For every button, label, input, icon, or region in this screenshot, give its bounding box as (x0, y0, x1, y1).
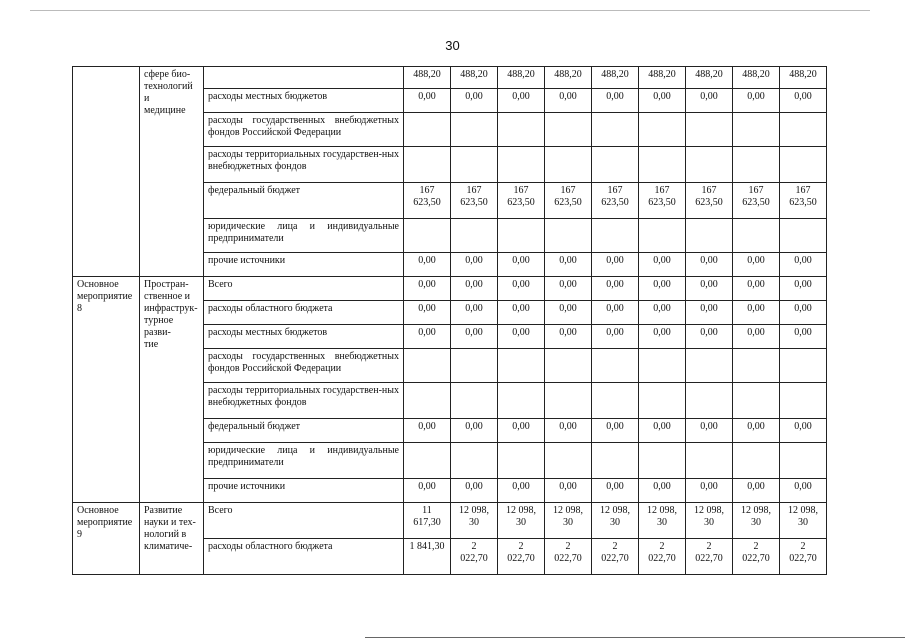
value-cell: 0,00 (686, 479, 733, 503)
funding-source-cell: юридические лица и индивидуальные предприниматели (204, 219, 404, 253)
table-row (73, 277, 827, 301)
value-cell (639, 383, 686, 419)
value-cell: 0,00 (639, 419, 686, 443)
value-cell (733, 147, 780, 183)
value-cell (451, 443, 498, 479)
value-cell (451, 219, 498, 253)
value-cell: 0,00 (545, 419, 592, 443)
funding-source-cell: расходы территориальных государствен-ных внебюджетных фондов (204, 147, 404, 183)
value-cell: 0,00 (733, 89, 780, 113)
value-cell (639, 349, 686, 383)
value-cell: 0,00 (592, 277, 639, 301)
funding-source-cell: расходы местных бюджетов (204, 325, 404, 349)
event-label-cell: Основное мероприятие 8 (73, 277, 140, 503)
value-cell (780, 383, 827, 419)
value-cell (780, 113, 827, 147)
event-description-cell: Простран- ственное и инфраструк- турное разви- тие (140, 277, 204, 503)
value-cell: 12 098, 30 (545, 503, 592, 539)
value-cell: 0,00 (686, 325, 733, 349)
value-cell: 488,20 (451, 67, 498, 89)
value-cell: 0,00 (498, 253, 545, 277)
value-cell: 0,00 (451, 419, 498, 443)
value-cell: 2 022,70 (498, 539, 545, 575)
funding-source-cell: юридические лица и индивидуальные предприниматели (204, 443, 404, 479)
value-cell: 0,00 (639, 325, 686, 349)
value-cell (639, 147, 686, 183)
value-cell (639, 113, 686, 147)
value-cell (545, 147, 592, 183)
value-cell: 0,00 (639, 479, 686, 503)
value-cell: 167 623,50 (686, 183, 733, 219)
event-description-cell: Развитие науки и тех- нологий в климатиче- (140, 503, 204, 575)
value-cell: 0,00 (780, 301, 827, 325)
value-cell: 488,20 (780, 67, 827, 89)
value-cell: 0,00 (780, 89, 827, 113)
funding-source-cell: расходы местных бюджетов (204, 89, 404, 113)
value-cell (780, 349, 827, 383)
value-cell: 488,20 (639, 67, 686, 89)
value-cell: 0,00 (686, 89, 733, 113)
funding-source-cell: прочие источники (204, 479, 404, 503)
value-cell (686, 349, 733, 383)
value-cell: 2 022,70 (451, 539, 498, 575)
value-cell: 167 623,50 (780, 183, 827, 219)
value-cell (498, 349, 545, 383)
value-cell: 2 022,70 (686, 539, 733, 575)
value-cell: 488,20 (545, 67, 592, 89)
event-label-cell (73, 67, 140, 277)
value-cell: 167 623,50 (592, 183, 639, 219)
value-cell: 2 022,70 (545, 539, 592, 575)
value-cell (639, 443, 686, 479)
value-cell: 0,00 (733, 301, 780, 325)
value-cell: 167 623,50 (404, 183, 451, 219)
value-cell: 0,00 (545, 301, 592, 325)
value-cell: 0,00 (639, 89, 686, 113)
value-cell (404, 443, 451, 479)
value-cell: 0,00 (686, 419, 733, 443)
value-cell: 0,00 (404, 479, 451, 503)
value-cell (780, 443, 827, 479)
value-cell: 0,00 (780, 419, 827, 443)
funding-source-cell: расходы областного бюджета (204, 301, 404, 325)
value-cell (545, 443, 592, 479)
value-cell (733, 113, 780, 147)
table-row (73, 67, 827, 89)
funding-source-cell: Всего (204, 277, 404, 301)
value-cell: 0,00 (733, 419, 780, 443)
value-cell: 0,00 (451, 301, 498, 325)
value-cell (451, 113, 498, 147)
value-cell: 0,00 (592, 479, 639, 503)
value-cell: 12 098, 30 (451, 503, 498, 539)
value-cell: 2 022,70 (639, 539, 686, 575)
value-cell: 2 022,70 (780, 539, 827, 575)
value-cell (639, 219, 686, 253)
funding-source-cell: Всего (204, 503, 404, 539)
value-cell (686, 383, 733, 419)
value-cell: 0,00 (451, 325, 498, 349)
table-row (73, 503, 827, 539)
bottom-rule (365, 637, 905, 638)
value-cell: 0,00 (404, 325, 451, 349)
value-cell: 1 841,30 (404, 539, 451, 575)
value-cell: 2 022,70 (733, 539, 780, 575)
value-cell: 11 617,30 (404, 503, 451, 539)
value-cell: 0,00 (592, 325, 639, 349)
value-cell (498, 443, 545, 479)
top-rule (30, 10, 870, 11)
value-cell (686, 147, 733, 183)
value-cell: 0,00 (592, 253, 639, 277)
value-cell: 488,20 (592, 67, 639, 89)
value-cell: 12 098, 30 (733, 503, 780, 539)
funding-source-cell: расходы государственных внебюджетных фондов Российской Федерации (204, 349, 404, 383)
value-cell (545, 219, 592, 253)
value-cell (780, 219, 827, 253)
value-cell: 0,00 (639, 253, 686, 277)
value-cell: 12 098, 30 (498, 503, 545, 539)
value-cell: 0,00 (686, 301, 733, 325)
value-cell: 0,00 (780, 253, 827, 277)
value-cell (780, 147, 827, 183)
funding-source-cell: расходы территориальных государствен-ных внебюджетных фондов (204, 383, 404, 419)
funding-source-cell: прочие источники (204, 253, 404, 277)
value-cell: 0,00 (592, 89, 639, 113)
value-cell: 0,00 (545, 479, 592, 503)
value-cell: 167 623,50 (545, 183, 592, 219)
value-cell: 0,00 (404, 253, 451, 277)
value-cell: 167 623,50 (639, 183, 686, 219)
value-cell: 0,00 (404, 277, 451, 301)
value-cell: 488,20 (733, 67, 780, 89)
value-cell (404, 113, 451, 147)
funding-source-cell: федеральный бюджет (204, 419, 404, 443)
value-cell (592, 219, 639, 253)
value-cell: 12 098, 30 (780, 503, 827, 539)
value-cell (592, 443, 639, 479)
value-cell (686, 219, 733, 253)
value-cell (404, 383, 451, 419)
value-cell: 2 022,70 (592, 539, 639, 575)
value-cell: 488,20 (686, 67, 733, 89)
value-cell (545, 113, 592, 147)
value-cell (592, 349, 639, 383)
value-cell: 0,00 (686, 277, 733, 301)
value-cell (733, 349, 780, 383)
value-cell (686, 443, 733, 479)
value-cell (451, 147, 498, 183)
value-cell: 0,00 (498, 419, 545, 443)
value-cell: 0,00 (592, 419, 639, 443)
value-cell: 0,00 (498, 325, 545, 349)
value-cell (498, 113, 545, 147)
funding-source-cell: федеральный бюджет (204, 183, 404, 219)
value-cell: 167 623,50 (498, 183, 545, 219)
value-cell: 0,00 (451, 253, 498, 277)
value-cell (733, 443, 780, 479)
value-cell: 0,00 (545, 253, 592, 277)
value-cell: 0,00 (733, 325, 780, 349)
value-cell: 167 623,50 (451, 183, 498, 219)
value-cell: 0,00 (404, 301, 451, 325)
value-cell: 12 098, 30 (592, 503, 639, 539)
value-cell (592, 113, 639, 147)
value-cell: 0,00 (733, 479, 780, 503)
budget-table (72, 66, 827, 575)
value-cell (733, 219, 780, 253)
event-label-cell: Основное мероприятие 9 (73, 503, 140, 575)
value-cell: 0,00 (733, 253, 780, 277)
value-cell: 0,00 (498, 277, 545, 301)
value-cell: 0,00 (498, 89, 545, 113)
value-cell: 0,00 (404, 419, 451, 443)
funding-source-cell: расходы государственных внебюджетных фондов Российской Федерации (204, 113, 404, 147)
value-cell (498, 147, 545, 183)
value-cell (545, 349, 592, 383)
value-cell: 0,00 (451, 277, 498, 301)
value-cell (498, 383, 545, 419)
value-cell: 12 098, 30 (686, 503, 733, 539)
value-cell (498, 219, 545, 253)
value-cell: 0,00 (545, 277, 592, 301)
value-cell: 0,00 (639, 301, 686, 325)
value-cell (404, 147, 451, 183)
value-cell: 0,00 (733, 277, 780, 301)
page-number: 30 (445, 38, 460, 53)
value-cell: 0,00 (780, 479, 827, 503)
value-cell (686, 113, 733, 147)
value-cell (404, 219, 451, 253)
value-cell: 0,00 (451, 479, 498, 503)
funding-source-cell (204, 67, 404, 89)
value-cell: 0,00 (592, 301, 639, 325)
value-cell: 0,00 (498, 479, 545, 503)
value-cell: 0,00 (780, 325, 827, 349)
value-cell: 0,00 (545, 89, 592, 113)
value-cell: 0,00 (404, 89, 451, 113)
value-cell: 0,00 (639, 277, 686, 301)
value-cell (451, 383, 498, 419)
value-cell: 0,00 (498, 301, 545, 325)
funding-source-cell: расходы областного бюджета (204, 539, 404, 575)
value-cell: 12 098, 30 (639, 503, 686, 539)
value-cell (592, 383, 639, 419)
value-cell (592, 147, 639, 183)
value-cell: 0,00 (451, 89, 498, 113)
event-description-cell: сфере био- технологий и медицине (140, 67, 204, 277)
value-cell: 0,00 (686, 253, 733, 277)
value-cell: 0,00 (780, 277, 827, 301)
budget-table-body (73, 67, 827, 575)
value-cell: 0,00 (545, 325, 592, 349)
value-cell: 167 623,50 (733, 183, 780, 219)
value-cell: 488,20 (404, 67, 451, 89)
value-cell (545, 383, 592, 419)
value-cell (451, 349, 498, 383)
value-cell: 488,20 (498, 67, 545, 89)
value-cell (733, 383, 780, 419)
value-cell (404, 349, 451, 383)
